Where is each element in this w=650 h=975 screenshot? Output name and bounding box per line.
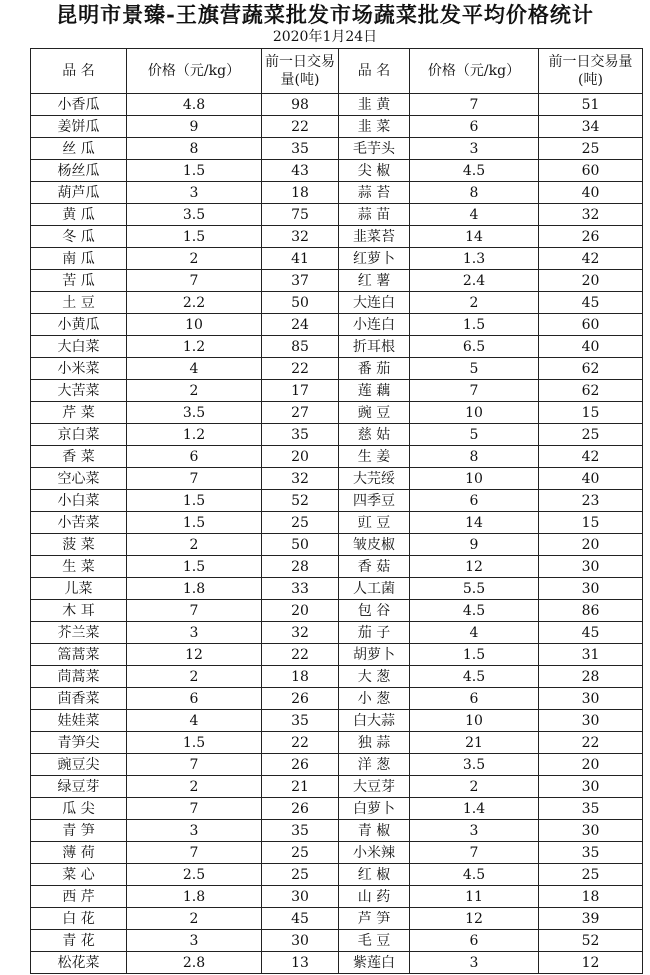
item-price: 4 (410, 204, 539, 226)
item-price: 10 (410, 468, 539, 490)
item-name: 薄 荷 (31, 842, 127, 864)
item-price: 3 (127, 622, 262, 644)
item-price: 3.5 (410, 754, 539, 776)
table-row (31, 534, 643, 556)
item-volume: 98 (262, 94, 339, 116)
item-name: 小米菜 (31, 358, 127, 380)
item-volume: 33 (262, 578, 339, 600)
item-volume: 26 (262, 688, 339, 710)
item-price: 21 (410, 732, 539, 754)
item-name: 茼蒿菜 (31, 666, 127, 688)
item-name: 葫芦瓜 (31, 182, 127, 204)
item-name: 山 药 (339, 886, 410, 908)
item-name: 毛芋头 (339, 138, 410, 160)
table-row (31, 864, 643, 886)
item-volume: 35 (262, 424, 339, 446)
item-volume: 85 (262, 336, 339, 358)
item-volume: 35 (262, 138, 339, 160)
header-price-1: 价格（元/kg） (127, 49, 262, 94)
item-name: 红 薯 (339, 270, 410, 292)
table-row (31, 226, 643, 248)
item-name: 大 葱 (339, 666, 410, 688)
item-name: 小连白 (339, 314, 410, 336)
item-volume: 52 (262, 490, 339, 512)
item-volume: 30 (539, 710, 643, 732)
item-name: 红 椒 (339, 864, 410, 886)
header-name-1: 品 名 (31, 49, 127, 94)
table-row (31, 182, 643, 204)
item-volume: 30 (262, 886, 339, 908)
item-price: 2.2 (127, 292, 262, 314)
item-name: 大白菜 (31, 336, 127, 358)
item-name: 松花菜 (31, 952, 127, 974)
item-name: 青 笋 (31, 820, 127, 842)
item-volume: 15 (539, 402, 643, 424)
item-name: 小米辣 (339, 842, 410, 864)
item-name: 篙蒿菜 (31, 644, 127, 666)
item-name: 绿豆芽 (31, 776, 127, 798)
item-price: 1.8 (127, 578, 262, 600)
item-volume: 35 (539, 842, 643, 864)
item-price: 4 (127, 358, 262, 380)
item-name: 木 耳 (31, 600, 127, 622)
item-price: 12 (127, 644, 262, 666)
item-name: 毛 豆 (339, 930, 410, 952)
item-volume: 22 (262, 644, 339, 666)
item-volume: 30 (539, 556, 643, 578)
table-row (31, 248, 643, 270)
item-price: 14 (410, 512, 539, 534)
table-row (31, 204, 643, 226)
item-price: 8 (410, 182, 539, 204)
item-name: 菠 菜 (31, 534, 127, 556)
item-name: 大豆芽 (339, 776, 410, 798)
table-row (31, 600, 643, 622)
item-name: 香 菇 (339, 556, 410, 578)
item-name: 瓜 尖 (31, 798, 127, 820)
table-row (31, 798, 643, 820)
item-name: 白大蒜 (339, 710, 410, 732)
item-name: 豌 豆 (339, 402, 410, 424)
header-volume-2: 前一日交易量(吨) (539, 49, 643, 94)
table-row (31, 424, 643, 446)
item-volume: 25 (262, 842, 339, 864)
table-row (31, 468, 643, 490)
item-volume: 27 (262, 402, 339, 424)
item-price: 7 (127, 798, 262, 820)
item-volume: 42 (539, 248, 643, 270)
item-volume: 62 (539, 380, 643, 402)
item-name: 大芫绥 (339, 468, 410, 490)
table-row (31, 292, 643, 314)
item-price: 2.8 (127, 952, 262, 974)
item-volume: 20 (262, 446, 339, 468)
item-price: 6 (127, 446, 262, 468)
item-volume: 37 (262, 270, 339, 292)
item-name: 南 瓜 (31, 248, 127, 270)
item-volume: 13 (262, 952, 339, 974)
item-price: 9 (410, 534, 539, 556)
item-price: 2 (127, 534, 262, 556)
item-name: 皱皮椒 (339, 534, 410, 556)
table-row (31, 776, 643, 798)
item-volume: 22 (539, 732, 643, 754)
item-name: 折耳根 (339, 336, 410, 358)
item-price: 7 (127, 842, 262, 864)
item-volume: 51 (539, 94, 643, 116)
table-row (31, 446, 643, 468)
item-price: 1.8 (127, 886, 262, 908)
item-price: 9 (127, 116, 262, 138)
item-price: 3 (127, 820, 262, 842)
table-row (31, 754, 643, 776)
item-name: 小香瓜 (31, 94, 127, 116)
item-volume: 62 (539, 358, 643, 380)
item-volume: 32 (262, 226, 339, 248)
header-name-2: 品 名 (339, 49, 410, 94)
table-row (31, 336, 643, 358)
item-price: 6.5 (410, 336, 539, 358)
item-price: 6 (410, 930, 539, 952)
table-row (31, 160, 643, 182)
item-name: 苦 瓜 (31, 270, 127, 292)
item-name: 香 菜 (31, 446, 127, 468)
item-name: 空心菜 (31, 468, 127, 490)
item-price: 7 (127, 270, 262, 292)
item-price: 11 (410, 886, 539, 908)
table-row (31, 490, 643, 512)
item-name: 洋 葱 (339, 754, 410, 776)
item-price: 7 (410, 94, 539, 116)
item-volume: 25 (262, 512, 339, 534)
item-volume: 20 (262, 600, 339, 622)
item-name: 黄 瓜 (31, 204, 127, 226)
table-row (31, 270, 643, 292)
table-row (31, 380, 643, 402)
table-row (31, 622, 643, 644)
item-name: 杨丝瓜 (31, 160, 127, 182)
item-volume: 30 (539, 688, 643, 710)
item-name: 包 谷 (339, 600, 410, 622)
item-name: 白 花 (31, 908, 127, 930)
item-price: 4.8 (127, 94, 262, 116)
table-row (31, 358, 643, 380)
item-name: 芦 笋 (339, 908, 410, 930)
item-price: 3 (127, 930, 262, 952)
item-price: 1.2 (127, 424, 262, 446)
item-name: 豇 豆 (339, 512, 410, 534)
item-name: 尖 椒 (339, 160, 410, 182)
item-name: 娃娃菜 (31, 710, 127, 732)
item-volume: 35 (539, 798, 643, 820)
item-price: 1.5 (127, 490, 262, 512)
item-volume: 18 (539, 886, 643, 908)
item-name: 四季豆 (339, 490, 410, 512)
item-volume: 42 (539, 446, 643, 468)
item-name: 小白菜 (31, 490, 127, 512)
item-volume: 50 (262, 534, 339, 556)
item-volume: 22 (262, 732, 339, 754)
item-price: 1.5 (127, 732, 262, 754)
item-name: 慈 姑 (339, 424, 410, 446)
item-price: 1.4 (410, 798, 539, 820)
item-volume: 35 (262, 820, 339, 842)
item-price: 5.5 (410, 578, 539, 600)
item-name: 韭菜苔 (339, 226, 410, 248)
item-price: 2.5 (127, 864, 262, 886)
item-price: 1.5 (127, 512, 262, 534)
item-name: 茄 子 (339, 622, 410, 644)
table-row (31, 952, 643, 974)
item-volume: 86 (539, 600, 643, 622)
item-name: 人工菌 (339, 578, 410, 600)
item-volume: 26 (262, 754, 339, 776)
item-volume: 40 (539, 468, 643, 490)
item-name: 生 姜 (339, 446, 410, 468)
item-price: 4.5 (410, 864, 539, 886)
item-name: 豌豆尖 (31, 754, 127, 776)
table-row (31, 138, 643, 160)
item-price: 8 (127, 138, 262, 160)
item-price: 3 (410, 952, 539, 974)
item-name: 大连白 (339, 292, 410, 314)
item-name: 土 豆 (31, 292, 127, 314)
item-name: 独 蒜 (339, 732, 410, 754)
item-volume: 17 (262, 380, 339, 402)
item-name: 生 菜 (31, 556, 127, 578)
item-price: 2 (410, 776, 539, 798)
item-price: 3.5 (127, 204, 262, 226)
item-volume: 39 (539, 908, 643, 930)
item-volume: 18 (262, 666, 339, 688)
table-row (31, 820, 643, 842)
item-volume: 45 (539, 292, 643, 314)
item-volume: 45 (539, 622, 643, 644)
item-price: 1.5 (127, 160, 262, 182)
table-row (31, 842, 643, 864)
item-volume: 25 (539, 864, 643, 886)
item-name: 小黄瓜 (31, 314, 127, 336)
item-name: 青笋尖 (31, 732, 127, 754)
item-price: 5 (410, 358, 539, 380)
item-price: 6 (410, 688, 539, 710)
table-row (31, 732, 643, 754)
report-date: 2020年1月24日 (272, 29, 378, 45)
item-name: 小 葱 (339, 688, 410, 710)
item-volume: 41 (262, 248, 339, 270)
item-name: 青 椒 (339, 820, 410, 842)
item-name: 白萝卜 (339, 798, 410, 820)
header-volume-1: 前一日交易量(吨) (262, 49, 339, 94)
item-volume: 21 (262, 776, 339, 798)
item-volume: 28 (539, 666, 643, 688)
table-row (31, 556, 643, 578)
price-table (30, 48, 643, 974)
item-volume: 34 (539, 116, 643, 138)
item-price: 7 (410, 380, 539, 402)
table-row (31, 666, 643, 688)
item-name: 芥兰菜 (31, 622, 127, 644)
item-volume: 25 (262, 864, 339, 886)
item-price: 4.5 (410, 666, 539, 688)
item-price: 12 (410, 556, 539, 578)
item-price: 1.5 (410, 644, 539, 666)
item-price: 14 (410, 226, 539, 248)
item-volume: 60 (539, 160, 643, 182)
table-row (31, 116, 643, 138)
item-volume: 75 (262, 204, 339, 226)
page-title: 昆明市景臻-王旗营蔬菜批发市场蔬菜批发平均价格统计 (56, 2, 594, 27)
item-volume: 32 (262, 622, 339, 644)
item-volume: 32 (262, 468, 339, 490)
item-price: 7 (127, 600, 262, 622)
item-price: 2 (127, 248, 262, 270)
item-price: 5 (410, 424, 539, 446)
item-name: 西 芹 (31, 886, 127, 908)
item-price: 10 (410, 710, 539, 732)
header-price-2: 价格（元/kg） (410, 49, 539, 94)
item-price: 1.3 (410, 248, 539, 270)
item-volume: 20 (539, 534, 643, 556)
item-price: 6 (410, 490, 539, 512)
item-price: 7 (127, 754, 262, 776)
item-price: 4 (127, 710, 262, 732)
item-name: 小苦菜 (31, 512, 127, 534)
table-row (31, 908, 643, 930)
item-price: 8 (410, 446, 539, 468)
item-price: 2 (127, 908, 262, 930)
item-volume: 22 (262, 358, 339, 380)
table-row (31, 710, 643, 732)
item-price: 3 (410, 820, 539, 842)
table-row (31, 644, 643, 666)
item-price: 1.5 (127, 226, 262, 248)
item-volume: 40 (539, 336, 643, 358)
item-volume: 60 (539, 314, 643, 336)
item-price: 3 (127, 182, 262, 204)
item-name: 姜饼瓜 (31, 116, 127, 138)
item-price: 2 (127, 666, 262, 688)
item-volume: 20 (539, 754, 643, 776)
item-volume: 43 (262, 160, 339, 182)
item-price: 1.2 (127, 336, 262, 358)
item-volume: 20 (539, 270, 643, 292)
item-volume: 30 (539, 820, 643, 842)
item-price: 3.5 (127, 402, 262, 424)
item-volume: 24 (262, 314, 339, 336)
item-price: 7 (410, 842, 539, 864)
table-header-row (31, 49, 643, 94)
item-name: 丝 瓜 (31, 138, 127, 160)
item-volume: 18 (262, 182, 339, 204)
item-volume: 28 (262, 556, 339, 578)
item-name: 蒜 苗 (339, 204, 410, 226)
item-price: 3 (410, 138, 539, 160)
item-name: 番 茄 (339, 358, 410, 380)
item-name: 莲 藕 (339, 380, 410, 402)
item-volume: 25 (539, 424, 643, 446)
item-name: 韭 黄 (339, 94, 410, 116)
item-name: 红萝卜 (339, 248, 410, 270)
item-price: 10 (410, 402, 539, 424)
item-volume: 52 (539, 930, 643, 952)
item-price: 2 (127, 380, 262, 402)
item-volume: 31 (539, 644, 643, 666)
item-volume: 12 (539, 952, 643, 974)
table-row (31, 314, 643, 336)
item-volume: 40 (539, 182, 643, 204)
item-price: 6 (410, 116, 539, 138)
item-name: 紫莲白 (339, 952, 410, 974)
item-name: 蒜 苔 (339, 182, 410, 204)
table-body (31, 94, 643, 974)
item-volume: 45 (262, 908, 339, 930)
item-name: 茴香菜 (31, 688, 127, 710)
item-name: 京白菜 (31, 424, 127, 446)
item-price: 1.5 (410, 314, 539, 336)
item-volume: 32 (539, 204, 643, 226)
item-volume: 15 (539, 512, 643, 534)
item-price: 10 (127, 314, 262, 336)
item-name: 菜 心 (31, 864, 127, 886)
item-volume: 25 (539, 138, 643, 160)
item-name: 芹 菜 (31, 402, 127, 424)
item-price: 2.4 (410, 270, 539, 292)
item-price: 2 (127, 776, 262, 798)
table-row (31, 402, 643, 424)
item-volume: 30 (539, 578, 643, 600)
table-row (31, 94, 643, 116)
item-volume: 26 (539, 226, 643, 248)
item-price: 4.5 (410, 160, 539, 182)
table-row (31, 578, 643, 600)
item-name: 胡萝卜 (339, 644, 410, 666)
item-volume: 50 (262, 292, 339, 314)
item-price: 7 (127, 468, 262, 490)
item-price: 2 (410, 292, 539, 314)
table-row (31, 886, 643, 908)
item-name: 儿菜 (31, 578, 127, 600)
item-name: 韭 菜 (339, 116, 410, 138)
table-row (31, 930, 643, 952)
item-volume: 35 (262, 710, 339, 732)
item-volume: 30 (262, 930, 339, 952)
item-name: 青 花 (31, 930, 127, 952)
table-row (31, 688, 643, 710)
table-row (31, 512, 643, 534)
item-price: 4 (410, 622, 539, 644)
item-price: 4.5 (410, 600, 539, 622)
item-price: 6 (127, 688, 262, 710)
item-price: 1.5 (127, 556, 262, 578)
item-name: 大苦菜 (31, 380, 127, 402)
item-name: 冬 瓜 (31, 226, 127, 248)
item-price: 12 (410, 908, 539, 930)
item-volume: 22 (262, 116, 339, 138)
item-volume: 26 (262, 798, 339, 820)
item-volume: 30 (539, 776, 643, 798)
item-volume: 23 (539, 490, 643, 512)
